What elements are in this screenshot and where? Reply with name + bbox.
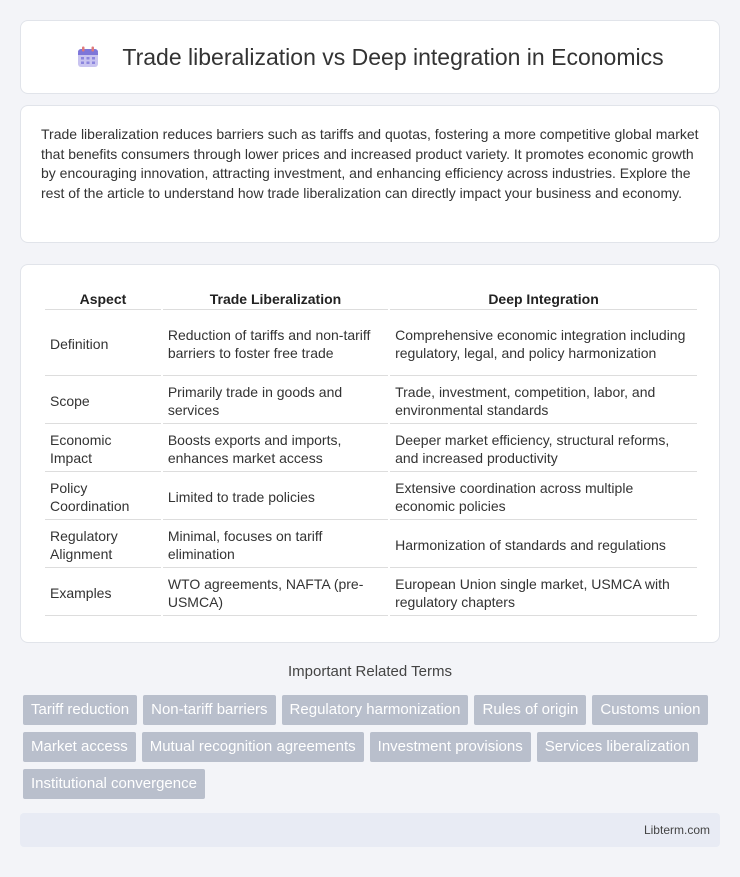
header-deep-integration: Deep Integration (390, 287, 697, 310)
table-row (45, 312, 697, 376)
cell-deep-integration: Trade, investment, competition, labor, and environmental standards (390, 378, 697, 424)
cell-deep-integration: Comprehensive economic integration including regulatory, legal, and policy harmonization (390, 312, 697, 376)
header-aspect: Aspect (45, 287, 161, 310)
comparison-table (43, 285, 699, 618)
footer (20, 813, 720, 847)
cell-aspect: Examples (45, 570, 161, 616)
cell-trade-liberalization: Minimal, focuses on tariff elimination (163, 522, 388, 568)
tag-market-access[interactable]: Market access (23, 732, 136, 762)
cell-trade-liberalization: Limited to trade policies (163, 474, 388, 520)
comparison-card (20, 264, 720, 643)
calendar-icon (76, 45, 100, 69)
tag-investment-provisions[interactable]: Investment provisions (370, 732, 531, 762)
table-row (45, 378, 697, 424)
cell-deep-integration: European Union single market, USMCA with regulatory chapters (390, 570, 697, 616)
table-header-row (45, 287, 697, 310)
cell-deep-integration: Harmonization of standards and regulations (390, 522, 697, 568)
page-title: Trade liberalization vs Deep integration in Economics (122, 43, 664, 70)
tag-institutional-convergence[interactable]: Institutional convergence (23, 769, 205, 799)
cell-deep-integration: Deeper market efficiency, structural reforms, and increased productivity (390, 426, 697, 472)
cell-aspect: Policy Coordination (45, 474, 161, 520)
tag-tariff-reduction[interactable]: Tariff reduction (23, 695, 137, 725)
cell-trade-liberalization: Primarily trade in goods and services (163, 378, 388, 424)
tag-mutual-recognition-agreements[interactable]: Mutual recognition agreements (142, 732, 364, 762)
intro-card (20, 105, 720, 243)
intro-paragraph: Trade liberalization reduces barriers such as tariffs and quotas, fostering a more competitive global market that benefits consumers through lower prices and increased product variety. It promotes economic growth by encouraging innovation, attracting investment, and enhancing efficiency across industries. Explore the rest of the article to understand how trade liberalization can directly impact your business and economy. (41, 126, 699, 201)
table-row (45, 426, 697, 472)
tag-non-tariff-barriers[interactable]: Non-tariff barriers (143, 695, 275, 725)
title-card (20, 20, 720, 94)
cell-aspect: Economic Impact (45, 426, 161, 472)
footer-site-link[interactable]: Libterm.com (643, 823, 710, 837)
related-terms-list (23, 695, 723, 799)
cell-trade-liberalization: WTO agreements, NAFTA (pre-USMCA) (163, 570, 388, 616)
table-row (45, 474, 697, 520)
cell-trade-liberalization: Boosts exports and imports, enhances market access (163, 426, 388, 472)
tag-services-liberalization[interactable]: Services liberalization (537, 732, 698, 762)
tag-customs-union[interactable]: Customs union (592, 695, 708, 725)
tag-regulatory-harmonization[interactable]: Regulatory harmonization (282, 695, 469, 725)
table-row (45, 570, 697, 616)
header-trade-liberalization: Trade Liberalization (163, 287, 388, 310)
cell-deep-integration: Extensive coordination across multiple economic policies (390, 474, 697, 520)
related-terms-title: Important Related Terms (288, 663, 452, 680)
cell-aspect: Scope (45, 378, 161, 424)
tag-rules-of-origin[interactable]: Rules of origin (474, 695, 586, 725)
cell-trade-liberalization: Reduction of tariffs and non-tariff barriers to foster free trade (163, 312, 388, 376)
table-row (45, 522, 697, 568)
cell-aspect: Definition (45, 312, 161, 376)
cell-aspect: Regulatory Alignment (45, 522, 161, 568)
